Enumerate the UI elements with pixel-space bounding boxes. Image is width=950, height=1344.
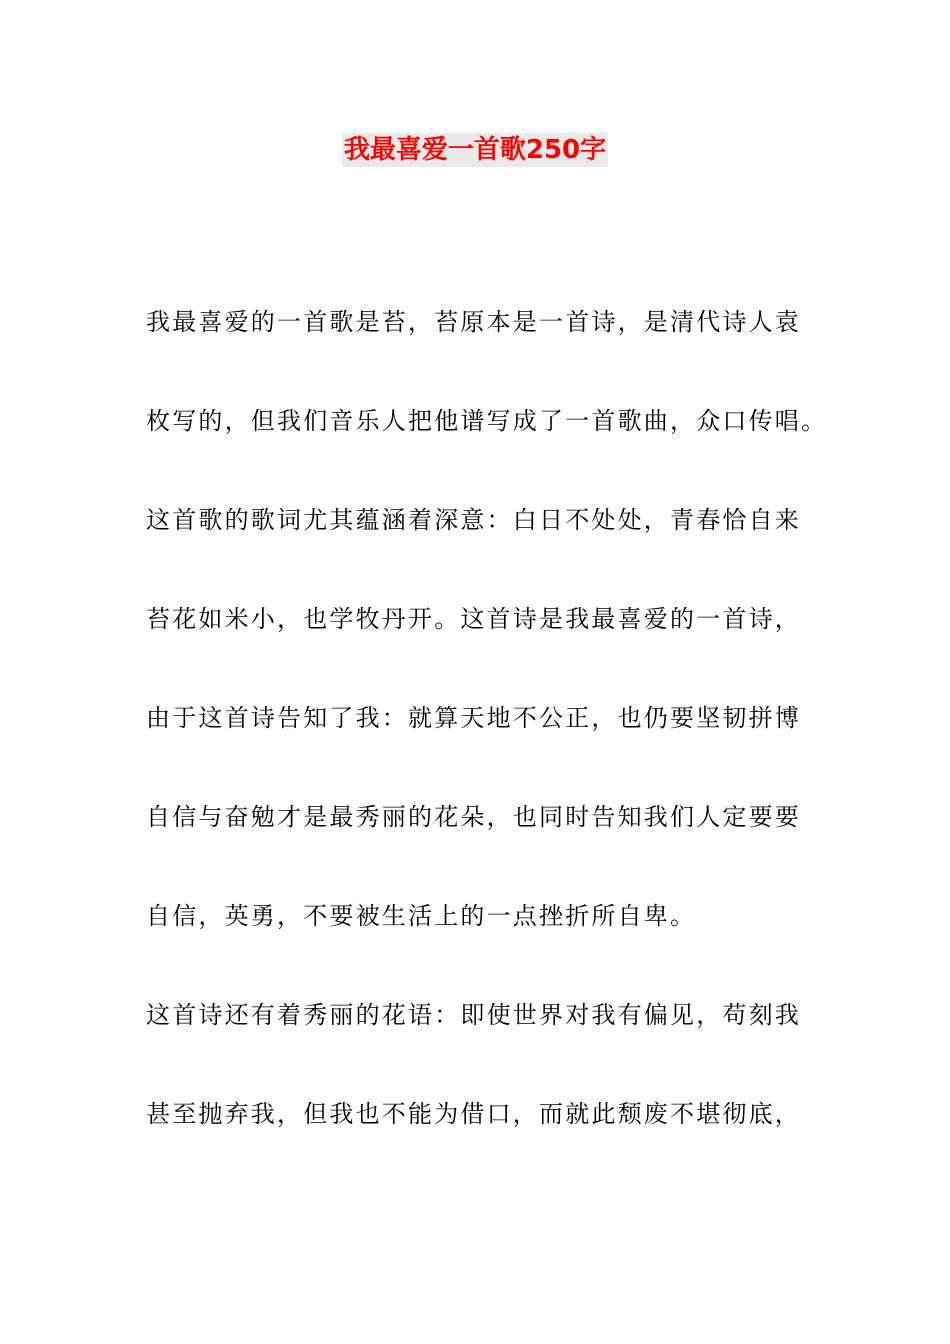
body-line: 自信，英勇，不要被生活上的一点挫折所自卑。 [146,902,697,930]
body-line: 苔花如米小，也学牧丹开。这首诗是我最喜爱的一首诗， [146,605,801,633]
body-line: 我最喜爱的一首歌是苔，苔原本是一首诗，是清代诗人袁 [146,308,801,336]
document-body [146,300,828,1191]
body-line: 自信与奋勉才是最秀丽的花朵，也同时告知我们人定要要 [146,803,801,831]
document-title: 我最喜爱一首歌250字 [343,135,607,165]
body-line: 这首诗还有着秀丽的花语：即使世界对我有偏见，苟刻我 [146,1001,801,1029]
title-container [0,133,950,167]
body-line: 枚写的，但我们音乐人把他谱写成了一首歌曲，众口传唱。 [146,407,828,435]
body-line: 甚至抛弃我，但我也不能为借口，而就此颓废不堪彻底， [146,1100,801,1128]
body-line: 这首歌的歌词尤其蕴涵着深意：白日不处处，青春恰自来 [146,506,801,534]
body-line: 由于这首诗告知了我：就算天地不公正，也仍要坚韧拼博 [146,704,801,732]
